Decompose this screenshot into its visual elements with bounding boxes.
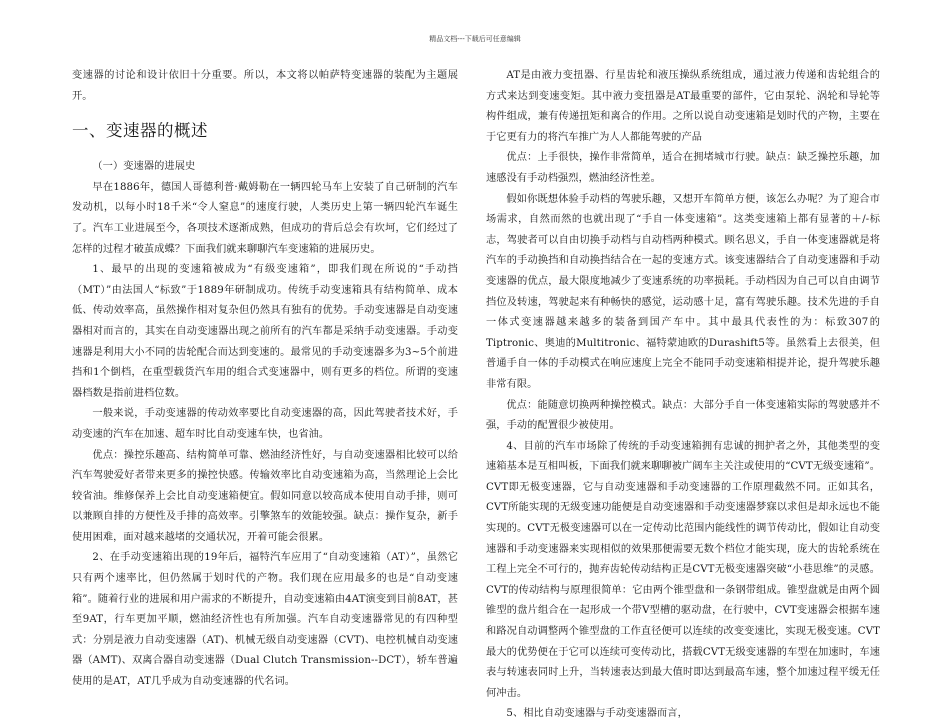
paragraph: 优点：上手很快，操作非常简单，适合在拥堵城市行驶。缺点：缺乏操控乐趣，加速感没有手动档强烈，燃油经济性差。 [486, 152, 880, 184]
paragraph: 1、最早的出现的变速箱被成为“有级变速箱”，即我们现在所说的“手动挡（MT）”由法国人“标致”于1889年研制成功。传统手动变速箱具有结构简单、成本低、传动效率高，虽然操作相对复杂但仍然具有独有的优势。手动变速器是自动变速器相对而言的，其实在自动变速器出现之前所有的汽车都是采纳手动变速器。手动变速器是利用大小不同的齿轮配合而达到变速的。最常见的手动变速器多为3~5个前进挡和1个倒档，在重型载货汽车用的组合式变速器中，则有更多的档位。所谓的变速器档数是指前进档位数。 [72, 264, 458, 399]
paragraph: 早在1886年，德国人哥德利普·戴姆勒在一辆四轮马车上安装了自己研制的汽车发动机，以每小时18千米“令人窒息”的速度行驶，人类历史上第一辆四轮汽车诞生了。汽车工业进展至今，各项技术逐渐成熟，但成功的背后总会有坎坷，它们经过了怎样的过程才破茧成蝶？下面我们就来聊聊汽车变速箱的进展历史。 [72, 181, 458, 255]
paragraph: 5、相比自动变速器与手动变速器而言， [506, 708, 688, 720]
left-column [72, 66, 458, 693]
paragraph: 优点：操控乐趣高、结构简单可靠、燃油经济性好，与自动变速器相比较可以给汽车驾驶爱好者带来更多的操控快感。传输效率比自动变速箱为高，当然理论上会比较省油。维修保养上会比自动变速箱便宜。假如同意以较高成本使用自动手排，则可以兼顾自排的方便性及手排的高效率。引擎煞车的效能较强。缺点：操作复杂，新手使用困难，面对越来越堵的交通状况，开着可能会很累。 [72, 449, 458, 543]
page-header: 精品文档---下载后可任意编辑 [429, 35, 521, 43]
subsection-title: （一）变速器的进展史 [92, 161, 196, 173]
paragraph: 4、目前的汽车市场除了传统的手动变速箱拥有忠诚的拥护者之外，其他类型的变速箱基本是互相叫板，下面我们就来聊聊被广阔车主关注或使用的“CVT无级变速箱”。CVT即无极变速器，它与自动变速器和手动变速器的工作原理截然不同。正如其名，CVT所能实现的无级变速功能便是自动变速器和手动变速器梦寐以求但是却永远也不能实现的。CVT无极变速器可以在一定传动比范围内能线性的调节传动比，假如让自动变速器和手动变速器来实现相似的效果那便需要无数个档位才能实现，庞大的齿轮系统在工程上完全不可行的，抛弃齿轮传动结构正是CVT无极变速器突破“小巷思维”的灵感。CVT的传动结构与原理很简单：它由两个锥型盘和一条钢带组成。锥型盘就是由两个圆锥型的盘片组合在一起形成一个带V型槽的驱动盘，在行驶中，CVT变速器会根据车速和路况自动调整两个锥型盘的工作直径便可以连续的改变变速比，实现无极变速。CVT最大的优势便在于它可以连续可变传动比，搭载CVT无级变速器的车型在加速时，车速表与转速表同时上升，当转速表达到最大值时即达到最高车速，整个加速过程平缓无任何冲击。 [486, 440, 880, 699]
paragraph: 优点：能随意切换两种操控模式。缺点：大部分手自一体变速箱实际的驾驶感并不强，手动的配置很少被使用。 [486, 399, 880, 432]
paragraph: 2、在手动变速箱出现的19年后，福特汽车应用了“自动变速箱（AT）”，虽然它只有两个速率比，但仍然属于划时代的产物。我们现在应用最多的也是“自动变速箱”。随着行业的进展和用户需求的不断提升，自动变速箱由4AT演变到目前8AT，甚至9AT，行车更加平顺，燃油经济性也有所加强。汽车自动变速器常见的有四种型式：分别是液力自动变速器（AT)、机械无级自动变速器（CVT)、电控机械自动变速器（AMT)、双离合器自动变速器（Dual Clutch Transmission--DCT），轿车普遍使用的是AT，AT几乎成为自动变速器的代名词。 [72, 552, 458, 688]
paragraph: 一般来说，手动变速器的传动效率要比自动变速器的高，因此驾驶者技术好，手动变速的汽车在加速、超车时比自动变速车快，也省油。 [72, 408, 458, 440]
intro-paragraph: 变速器的讨论和设计依旧十分重要。所以，本文将以帕萨特变速器的装配为主题展开。 [72, 70, 458, 102]
section-title: 一、变速器的概述 [72, 121, 208, 141]
paragraph: AT是由液力变扭器、行星齿轮和液压操纵系统组成，通过液力传递和齿轮组合的方式来达到变速变矩。其中液力变扭器是AT最重要的部件，它由泵轮、涡轮和导轮等构件组成，兼有传递扭矩和离合的作用。之所以说自动变速箱是划时代的产物，主要在于它更有力的将汽车推广为人人都能驾驶的产品 [486, 70, 880, 143]
right-column [486, 66, 880, 725]
paragraph: 假如你既想体验手动档的驾驶乐趣，又想开车简单方便，该怎么办呢？为了迎合市场需求，自然而然的也就出现了“手自一体变速箱”。这类变速箱上都有显著的＋/-标志，驾驶者可以自由切换手动档与自动档两种模式。顾名思义，手自一体变速器就是将汽车的手动换挡和自动换挡结合在一起的变速方式。该变速器结合了自动变速器和手动变速器的优点，最大限度地减少了变速系统的功率损耗。手动档因为自己可以自由调节挡位及转速，驾驶起来有种畅快的感觉，运动感十足，富有驾驶乐趣。技术先进的手自一体式变速器越来越多的装备到国产车中。其中最具代表性的为：标致307的Tiptronic、奥迪的Multitronic、福特蒙迪欧的Durashift5等。虽然看上去很美，但普通手自一体的手动模式在响应速度上完全不能同手动变速箱相提并论，提升驾驶乐趣非常有限。 [486, 193, 880, 390]
